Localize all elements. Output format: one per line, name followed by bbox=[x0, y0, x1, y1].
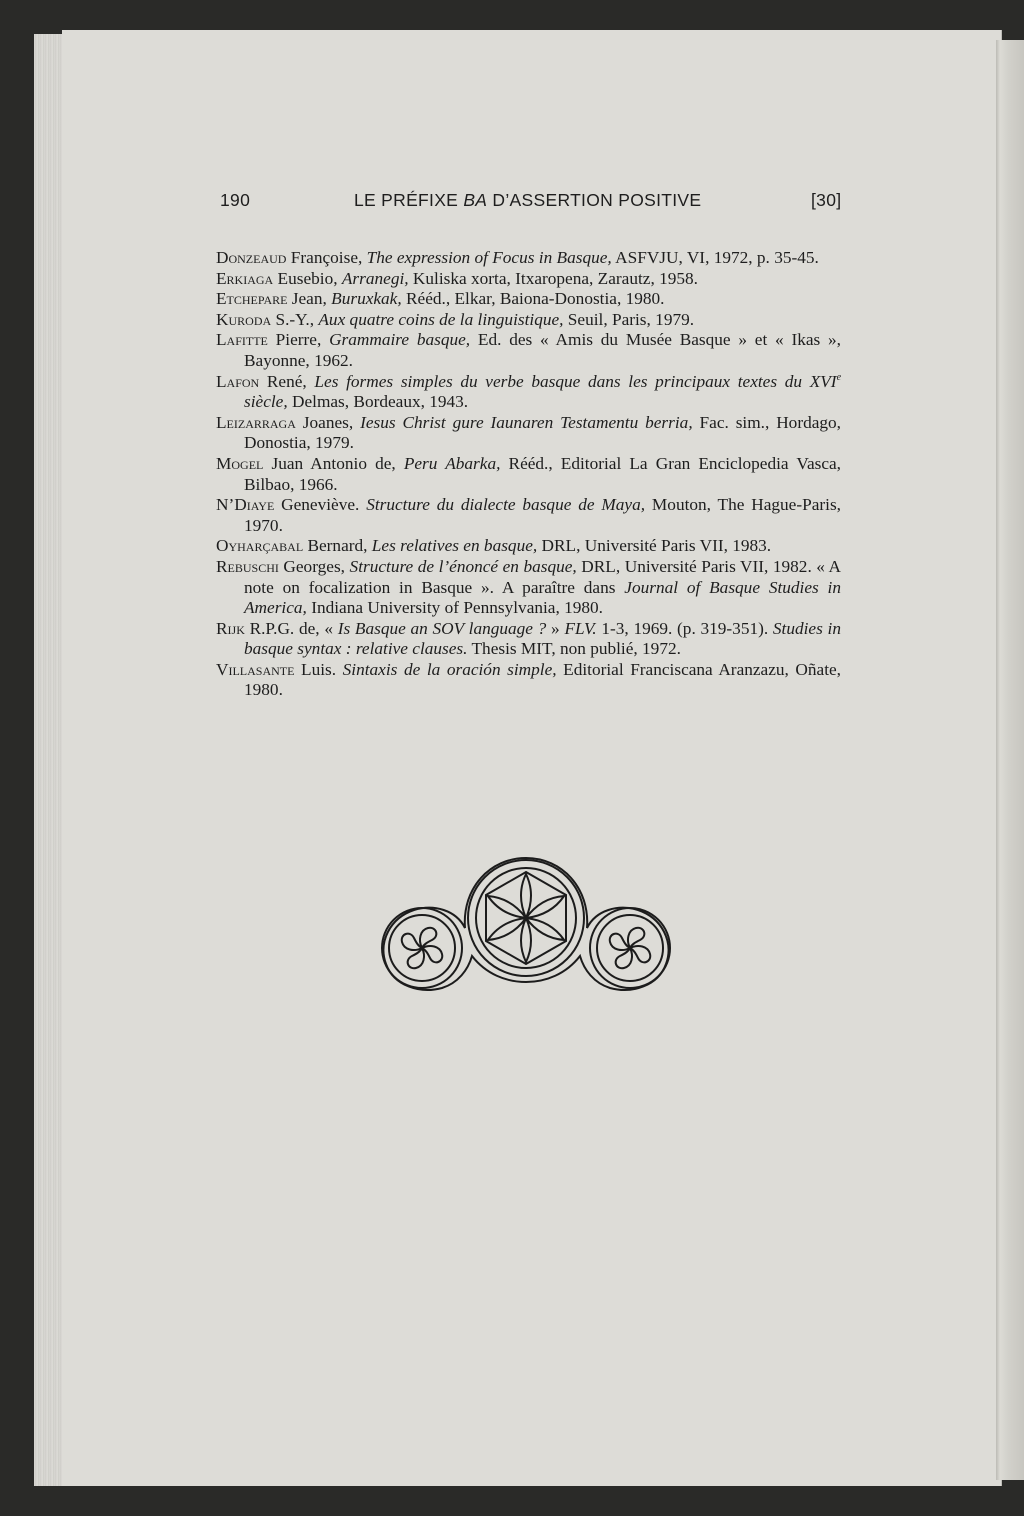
bib-author: N’Diaye bbox=[216, 495, 275, 515]
bib-rest: Seuil, Paris, 1979. bbox=[563, 309, 695, 329]
bib-journal-title: FLV. bbox=[564, 618, 597, 638]
bib-author: Donzeaud bbox=[216, 248, 287, 267]
bib-entry-lafitte bbox=[216, 330, 841, 371]
bib-author: Erkiaga bbox=[216, 268, 274, 288]
bib-title: Les relatives en basque, bbox=[371, 536, 538, 556]
bib-entry-ndiaye bbox=[216, 495, 841, 536]
bibliography bbox=[216, 248, 841, 701]
bib-rest: Rééd., Elkar, Baiona-Donostia, 1980. bbox=[401, 289, 665, 309]
bib-entry-erkiaga bbox=[216, 269, 841, 290]
bib-title: Sintaxis de la oración simple, bbox=[342, 659, 557, 679]
bib-given: René, bbox=[259, 371, 315, 391]
bib-entry-lafon bbox=[216, 372, 841, 413]
bib-author: Rebuschi bbox=[216, 556, 279, 576]
bib-title: Iesus Christ gure Iaunaren Testamentu berria, bbox=[360, 412, 693, 432]
running-title bbox=[354, 190, 701, 211]
bib-author: Lafitte bbox=[216, 330, 268, 350]
bib-title: Arranegi, bbox=[341, 268, 409, 288]
bib-rest: DRL, Université Paris VII, 1982. « A note on focalization in Basque ». A paraître dans bbox=[244, 556, 841, 597]
bib-given: Geneviève. bbox=[274, 495, 367, 515]
bib-title: Peru Abarka, bbox=[403, 453, 501, 473]
bib-rest: Delmas, Bordeaux, 1943. bbox=[287, 392, 469, 412]
chapter-ref: [30] bbox=[811, 190, 842, 210]
bib-given: Jean, bbox=[287, 289, 332, 309]
bib-entry-kuroda bbox=[216, 310, 841, 331]
bib-title: Buruxkak, bbox=[331, 289, 402, 309]
bib-author: Oyharçabal bbox=[216, 536, 304, 556]
bib-rest: Kuliska xorta, Itxaropena, Zarautz, 1958. bbox=[408, 268, 698, 288]
bib-author: Mogel bbox=[216, 453, 264, 473]
bib-given: Joanes, bbox=[295, 412, 361, 432]
running-title-italic: BA bbox=[463, 190, 488, 210]
running-header bbox=[0, 190, 1024, 216]
bib-entry-rijk bbox=[216, 619, 841, 660]
bib-author: Rijk bbox=[216, 618, 245, 638]
bib-author: Villasante bbox=[216, 659, 295, 679]
bib-rest: ASFVJU, VI, 1972, p. 35-45. bbox=[611, 248, 819, 267]
bib-given: Juan Antonio de, bbox=[263, 453, 404, 473]
bib-given: Luis. bbox=[294, 659, 343, 679]
bib-entry-mogel bbox=[216, 454, 841, 495]
bib-given: Bernard, bbox=[303, 536, 372, 556]
facing-page-edge bbox=[996, 40, 1024, 1480]
bib-given: S.-Y., bbox=[271, 309, 319, 329]
bib-given: Georges, bbox=[278, 556, 350, 576]
bib-author: Etchepare bbox=[216, 289, 288, 309]
bib-rest: Mouton, The Hague-Paris, 1970. bbox=[244, 495, 841, 535]
bib-entry-rebuschi bbox=[216, 557, 841, 619]
bib-author: Leizarraga bbox=[216, 412, 296, 432]
bib-given: Françoise, bbox=[286, 248, 367, 267]
bib-entry-villasante bbox=[216, 660, 841, 701]
bib-rest-2: 1-3, 1969. (p. 319-351). bbox=[596, 618, 773, 638]
running-title-post: D’ASSERTION POSITIVE bbox=[487, 190, 702, 210]
bib-rest: Rééd., Editorial La Gran Enciclopedia Vasca, Bilbao, 1966. bbox=[244, 453, 842, 494]
bib-author: Kuroda bbox=[216, 309, 272, 329]
running-title-pre: LE PRÉFIXE bbox=[354, 190, 464, 210]
bib-title: Structure du dialecte basque de Maya, bbox=[366, 495, 646, 515]
bib-rest: DRL, Université Paris VII, 1983. bbox=[537, 536, 772, 556]
bib-title: Aux quatre coins de la linguistique, bbox=[318, 309, 564, 329]
bib-rest: Fac. sim., Hordago, Donostia, 1979. bbox=[244, 412, 841, 453]
bib-entry-etchepare bbox=[216, 289, 841, 310]
bib-rest: Editorial Franciscana Aranzazu, Oñate, 1980. bbox=[244, 659, 841, 700]
bib-rest-3: Thesis MIT, non publié, 1972. bbox=[467, 639, 681, 659]
bib-title-superscript: e bbox=[836, 371, 842, 383]
bib-entry-donzeaud bbox=[216, 248, 841, 269]
bib-rest: » bbox=[546, 618, 565, 638]
bib-rest: Ed. des « Amis du Musée Basque » et « Ikas », Bayonne, 1962. bbox=[244, 330, 842, 370]
bib-given: R.P.G. de, « bbox=[244, 618, 338, 638]
bib-title: Grammaire basque, bbox=[329, 330, 471, 350]
bib-given: Pierre, bbox=[267, 330, 330, 350]
bib-thesis-title: Studies in basque syntax : relative clauses. bbox=[244, 618, 841, 659]
basque-ornament-icon bbox=[370, 852, 682, 994]
bib-title: Les formes simples du verbe basque dans les principaux textes du XVI bbox=[314, 371, 837, 391]
page-number: 190 bbox=[220, 190, 251, 210]
bib-title-cont: siècle, bbox=[244, 392, 288, 412]
bib-journal-title: Journal of Basque Studies in America, bbox=[244, 577, 841, 618]
bib-rest-2: Indiana University of Pennsylvania, 1980. bbox=[306, 598, 604, 618]
bib-title: Structure de l’énoncé en basque, bbox=[349, 556, 577, 576]
bib-given: Eusebio, bbox=[273, 268, 342, 288]
bib-author: Lafon bbox=[216, 371, 260, 391]
bib-entry-leizarraga bbox=[216, 413, 841, 454]
bib-title: The expression of Focus in Basque, bbox=[366, 248, 612, 267]
bib-entry-oyharcabal bbox=[216, 536, 841, 557]
bib-title: Is Basque an SOV language ? bbox=[337, 618, 547, 638]
